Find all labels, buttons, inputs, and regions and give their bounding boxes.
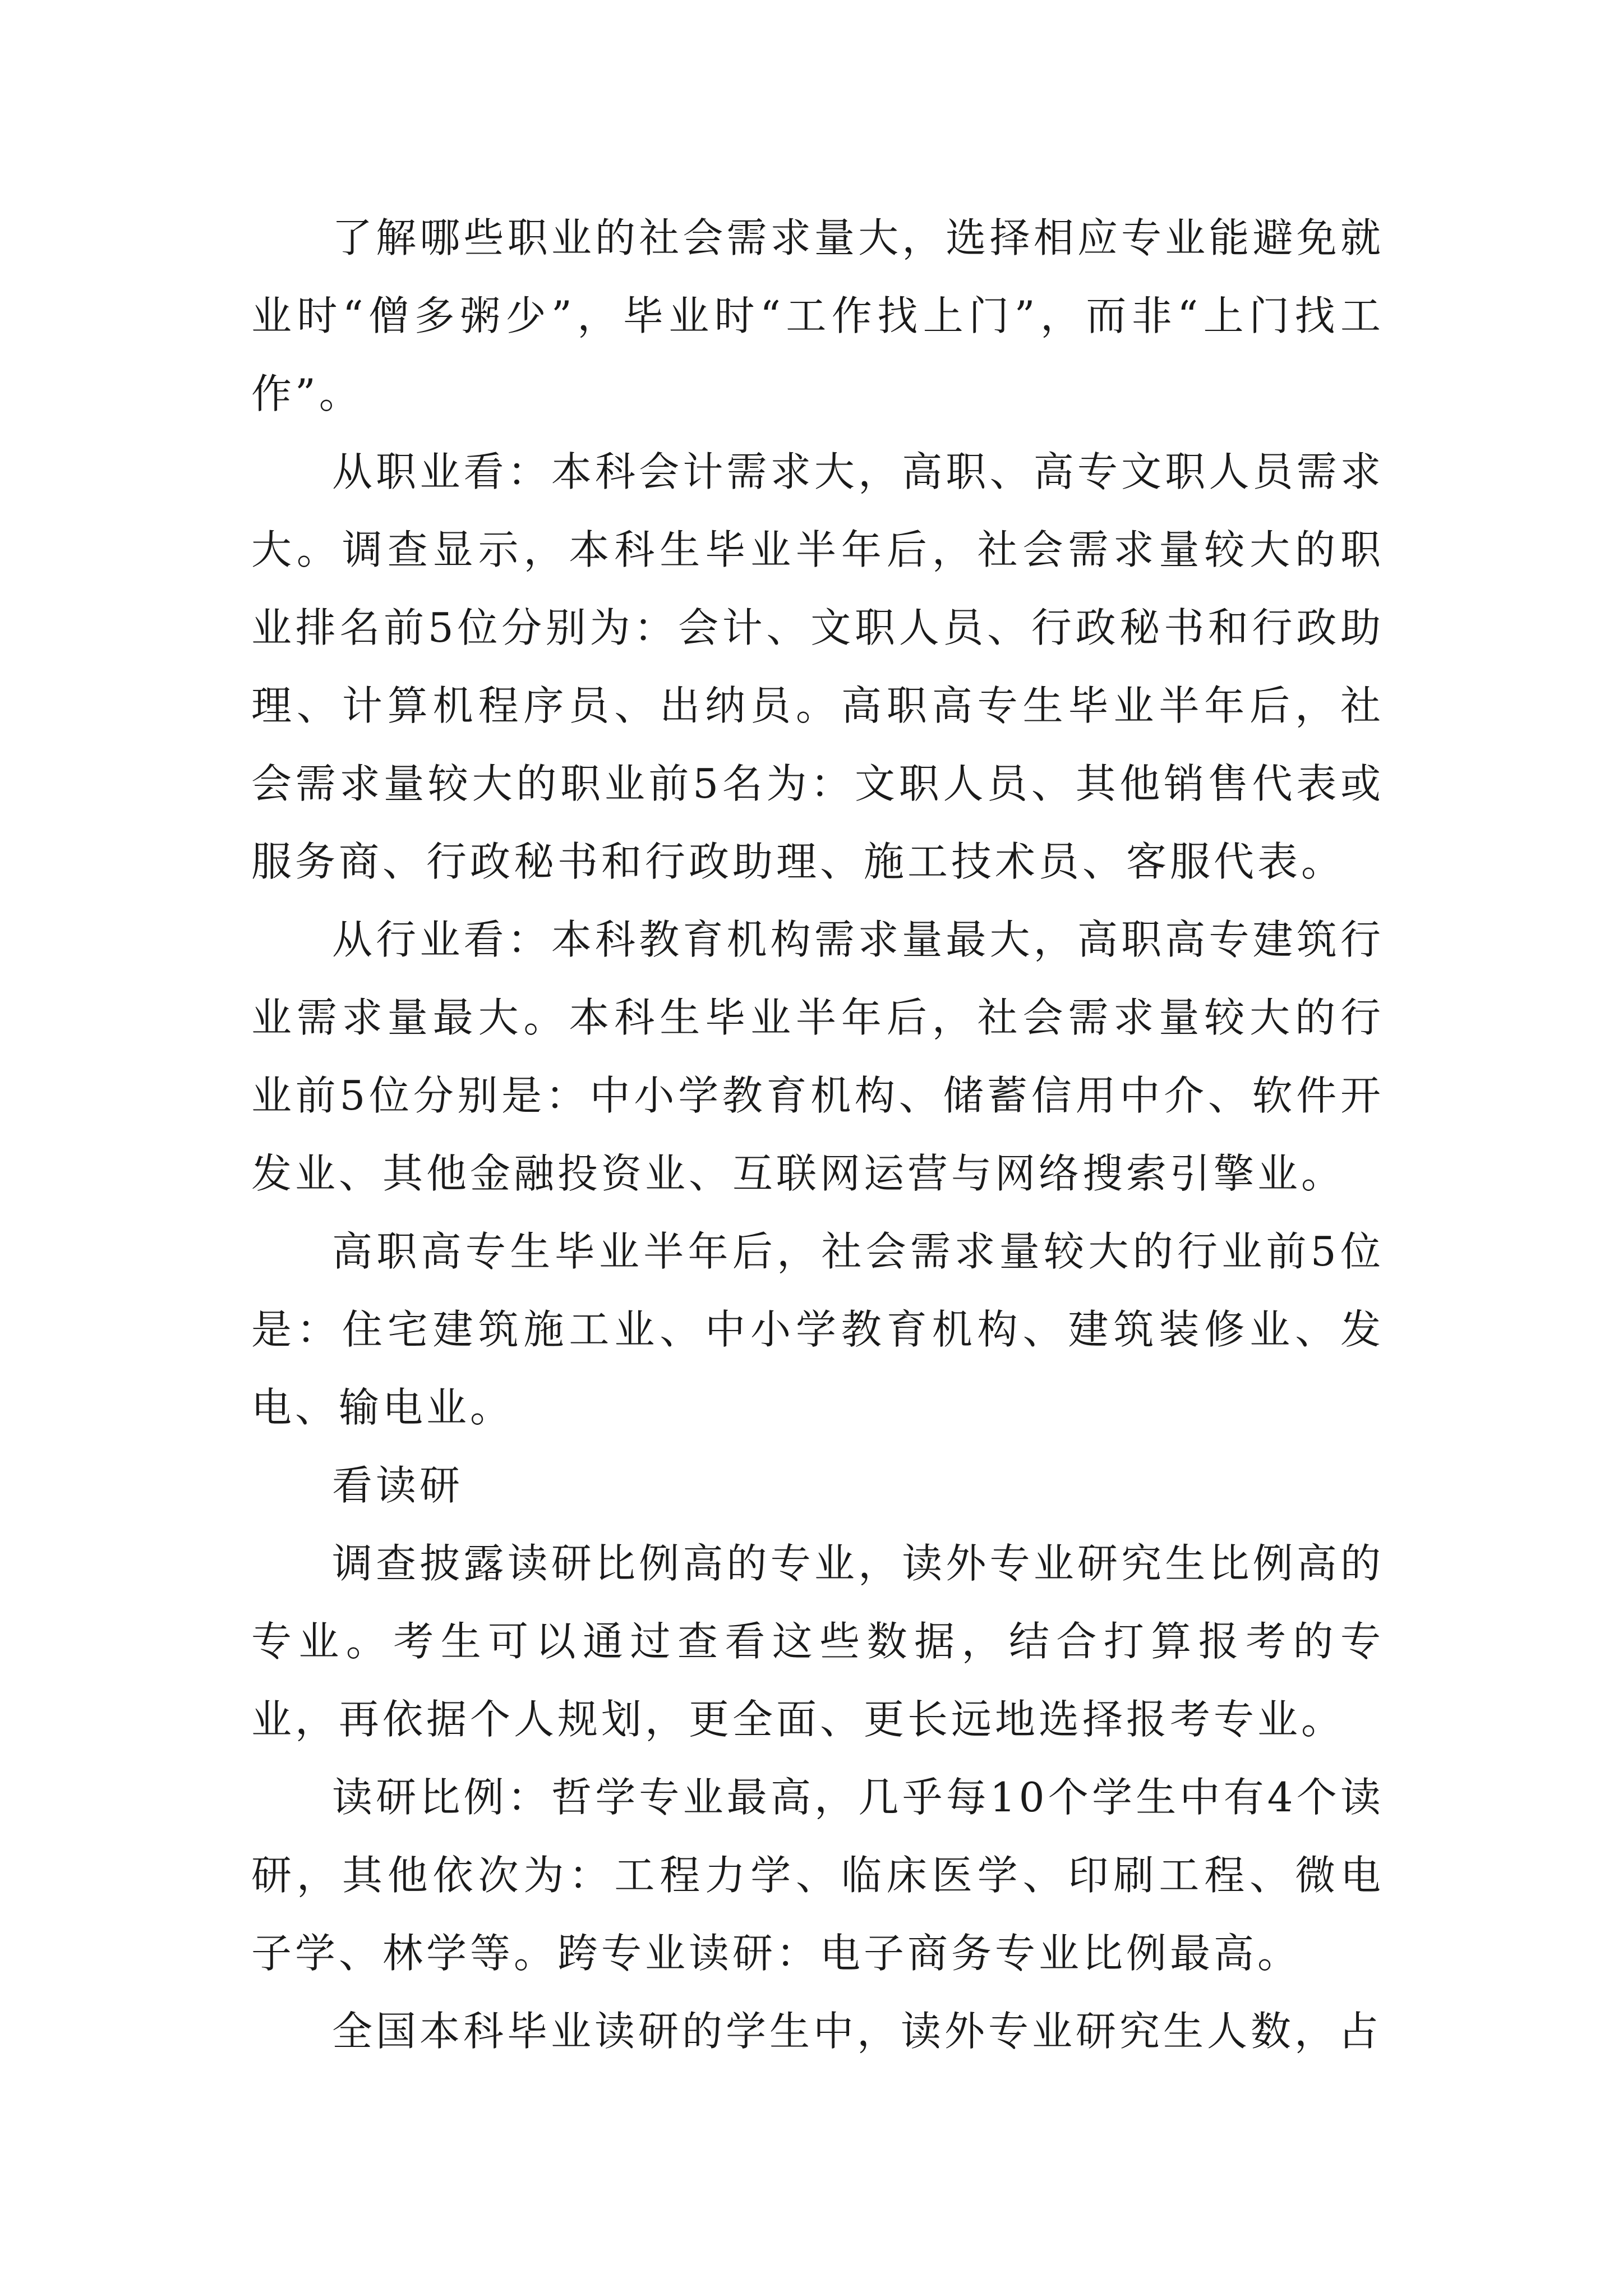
paragraph-graduate-study-ratio: 读研比例：哲学专业最高，几乎每10个学生中有4个读研，其他依次为：工程力学、临床医学、印刷工程、微电子学、林学等。跨专业读研：电子商务专业比例最高。 — [251, 1774, 1384, 1977]
paragraph-by-occupation: 从职业看：本科会计需求大，高职、高专文职人员需求大。调查显示，本科生毕业半年后，社会需求量较大的职业排名前5位分别为：会计、文职人员、行政秘书和行政助理、计算机程序员、出纳员。高职高专生毕业半年后，社会需求量较大的职业前5名为：文职人员、其他销售代表或服务商、行政秘书和行政助理、施工技术员、客服代表。 — [251, 448, 1384, 885]
paragraph-cross-major-study: 全国本科毕业读研的学生中，读外专业研究生人数，占 — [332, 2008, 1382, 2055]
paragraph-graduate-study-intro: 调查披露读研比例高的专业，读外专业研究生比例高的专业。考生可以通过查看这些数据，结合打算报考的专业，再依据个人规划，更全面、更长远地选择报考专业。 — [251, 1540, 1384, 1743]
paragraph-by-industry: 从行业看：本科教育机构需求量最大，高职高专建筑行业需求量最大。本科生毕业半年后，社会需求量较大的行业前5位分别是：中小学教育机构、储蓄信用中介、软件开发业、其他金融投资业、互联网运营与网络搜索引擎业。 — [251, 916, 1384, 1197]
document-body — [251, 199, 1384, 2070]
paragraph-vocational-industry: 高职高专生毕业半年后，社会需求量较大的行业前5位是：住宅建筑施工业、中小学教育机构、建筑装修业、发电、输电业。 — [251, 1228, 1384, 1431]
section-heading-graduate-study: 看读研 — [332, 1462, 464, 1509]
paragraph-career-demand-intro: 了解哪些职业的社会需求量大，选择相应专业能避免就业时“僧多粥少”，毕业时“工作找上门”，而非“上门找工作”。 — [251, 214, 1384, 417]
